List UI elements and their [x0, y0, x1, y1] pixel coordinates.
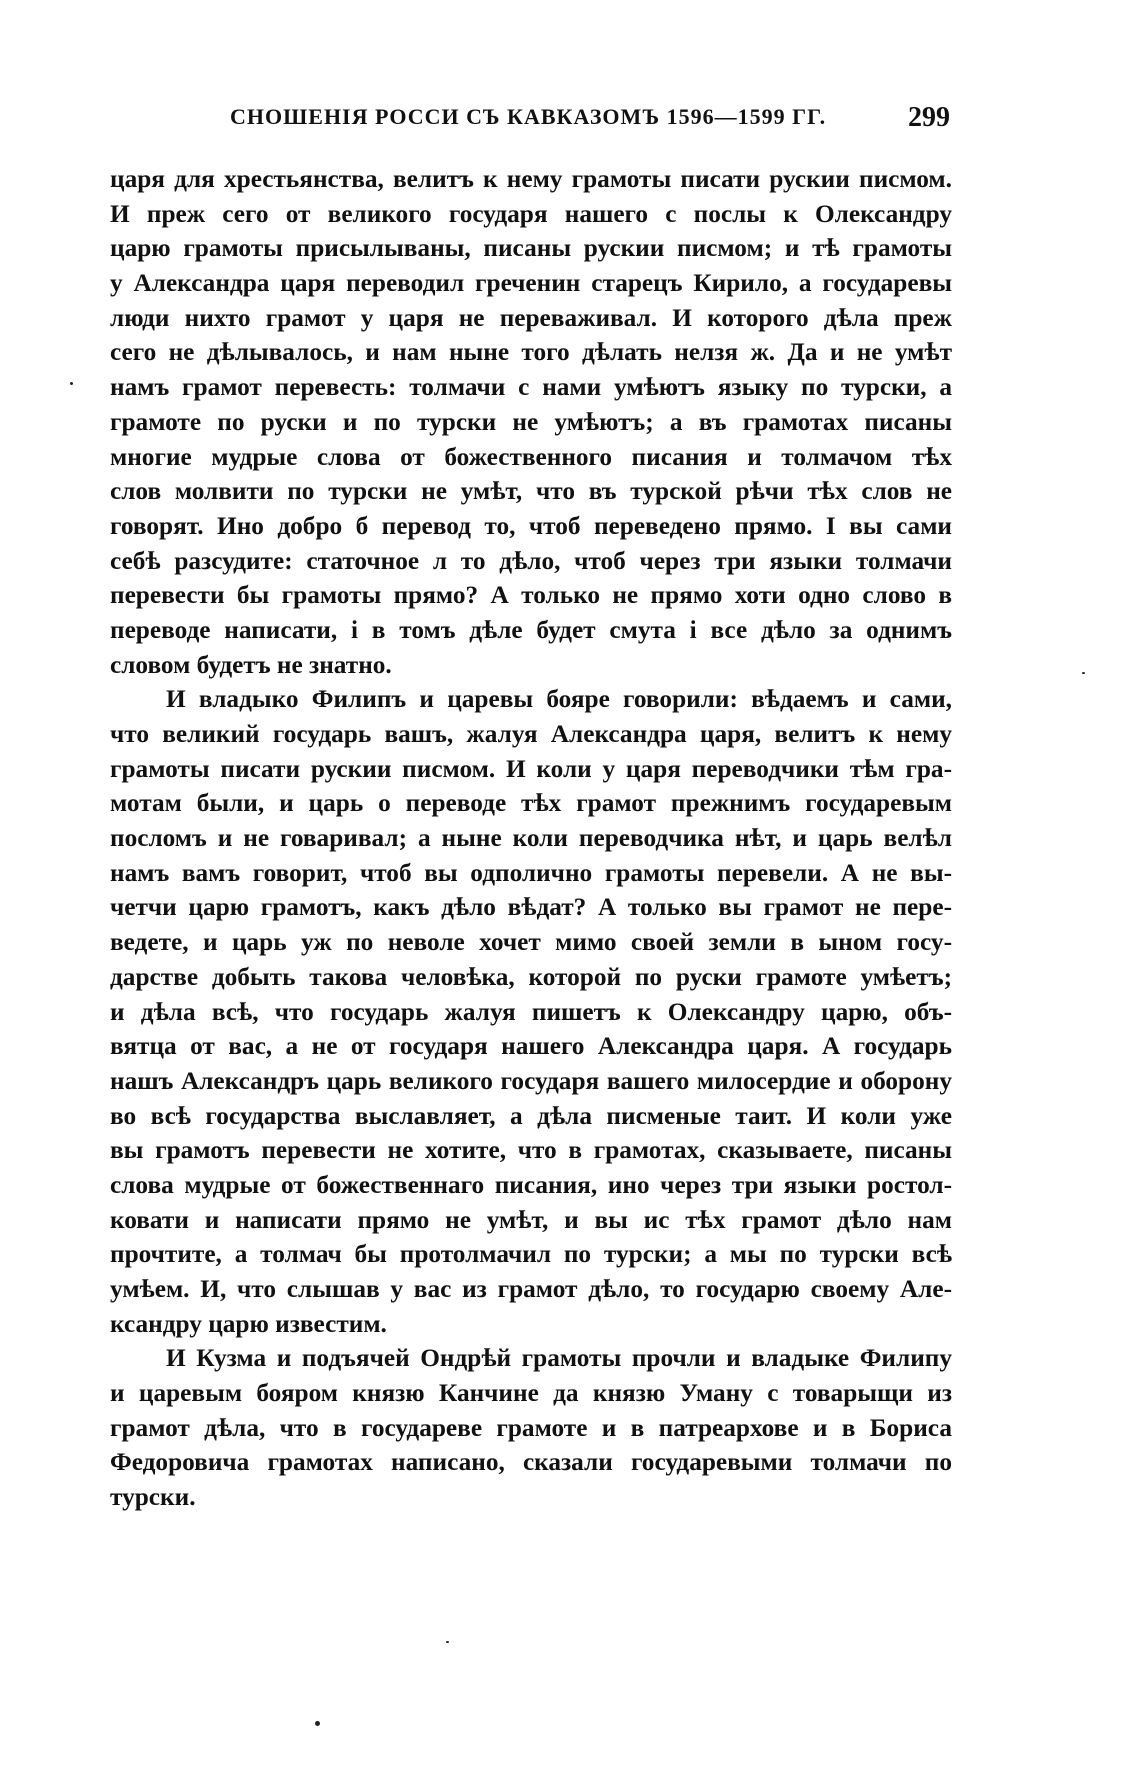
text-line: намъ вамъ говорит, чтоб вы одполично грамоты перевели. А не вы-	[110, 858, 952, 887]
text-line: царя для хрестьянства, велитъ к нему грамоты писати рускии писмом.	[110, 165, 952, 193]
text-line: грамоты писати рускии писмом. И коли у царя переводчики тѣм гра-	[110, 754, 952, 783]
text-line: слова мудрые от божественнаго писания, ино через три языки ростол-	[110, 1170, 952, 1199]
body-text	[110, 162, 952, 1515]
text-line: прочтите, а толмач бы протолмачил по турски; а мы по турски всѣ	[110, 1240, 952, 1269]
text-line: ксандру царю известим.	[110, 1309, 387, 1338]
text-line: турски.	[110, 1483, 196, 1512]
text-line: словом будетъ не знатно.	[110, 650, 392, 679]
text-line: И преж сего от великого государя нашего с послы к Олександру	[110, 199, 952, 228]
scan-speck	[315, 1721, 320, 1726]
text-line: четчи царю грамотъ, какъ дѣло вѣдат? А только вы грамот не пере-	[110, 893, 952, 922]
text-line: ведете, и царь уж по неволе хочет мимо своей земли в ыном госу-	[110, 928, 952, 957]
text-line: вятца от вас, а не от государя нашего Александра царя. А государь	[110, 1032, 952, 1061]
text-line: люди нихто грамот у царя не переваживал. И которого дѣла преж	[110, 303, 952, 332]
running-head	[110, 104, 950, 138]
text-line: ковати и написати прямо не умѣт, и вы ис тѣх грамот дѣло нам	[110, 1205, 952, 1234]
scan-speck	[446, 1641, 449, 1643]
scan-speck	[70, 382, 73, 385]
text-line: переводе написати, і в томъ дѣле будет смута і все дѣло за однимъ	[110, 615, 952, 644]
text-line: И владыко Филипъ и царевы бояре говорили: вѣдаемъ и сами,	[166, 685, 952, 714]
text-line: у Александра царя переводил греченин старецъ Кирило, а государевы	[110, 269, 952, 298]
page-number: 299	[908, 102, 950, 133]
scan-speck	[1082, 672, 1085, 674]
text-line: царю грамоты присылываны, писаны рускии писмом; и тѣ грамоты	[110, 234, 952, 263]
text-line: дарстве добыть такова человѣка, которой по руски грамоте умѣетъ;	[110, 962, 952, 991]
text-line: нашъ Александръ царь великого государя вашего милосердие и оборону	[110, 1066, 952, 1095]
text-line: и царевым бояром князю Канчине да князю Уману с товарыщи из	[110, 1379, 952, 1408]
text-line: многие мудрые слова от божественного писания и толмачом тѣх	[110, 442, 952, 471]
text-line: слов молвити по турски не умѣт, что въ турской рѣчи тѣх слов не	[110, 477, 952, 506]
text-line: намъ грамот перевесть: толмачи с нами умѣютъ языку по турски, а	[110, 373, 952, 402]
text-line: посломъ и не говаривал; а ныне коли переводчика нѣт, и царь велѣл	[110, 824, 952, 853]
text-line: И Кузма и подъячей Ондрѣй грамоты прочли и владыке Филипу	[166, 1344, 952, 1373]
text-line: и дѣла всѣ, что государь жалуя пишетъ к Олександру царю, объ-	[110, 997, 952, 1026]
text-line: вы грамотъ перевести не хотите, что в грамотах, сказываете, писаны	[110, 1136, 952, 1165]
text-line: во всѣ государства выславляет, а дѣла писменые таит. И коли уже	[110, 1101, 952, 1130]
running-title: СНОШЕНІЯ РОССИ СЪ КАВКАЗОМЪ 1596—1599 ГГ.	[230, 104, 827, 129]
text-line: перевести бы грамоты прямо? А только не прямо хоти одно слово в	[110, 581, 952, 610]
text-line: говорят. Ино добро б перевод то, чтоб переведено прямо. I вы сами	[110, 511, 952, 540]
text-line: грамот дѣла, что в государеве грамоте и в патреархове и в Бориса	[110, 1413, 952, 1442]
text-line: что великий государь вашъ, жалуя Александра царя, велитъ к нему	[110, 720, 952, 748]
text-line: мотам были, и царь о переводе тѣх грамот прежнимъ государевым	[110, 789, 952, 818]
text-line: грамоте по руски и по турски не умѣютъ; а въ грамотах писаны	[110, 407, 952, 436]
text-line: Федоровича грамотах написано, сказали государевыми толмачи по	[110, 1448, 952, 1477]
text-line: умѣем. И, что слышав у вас из грамот дѣло, то государю своему Але-	[110, 1275, 952, 1303]
text-line: сего не дѣлывалось, и нам ныне того дѣлать нелзя ж. Да и не умѣт	[110, 338, 952, 367]
text-line: себѣ разсудите: статочное л то дѣло, чтоб через три языки толмачи	[110, 546, 952, 575]
